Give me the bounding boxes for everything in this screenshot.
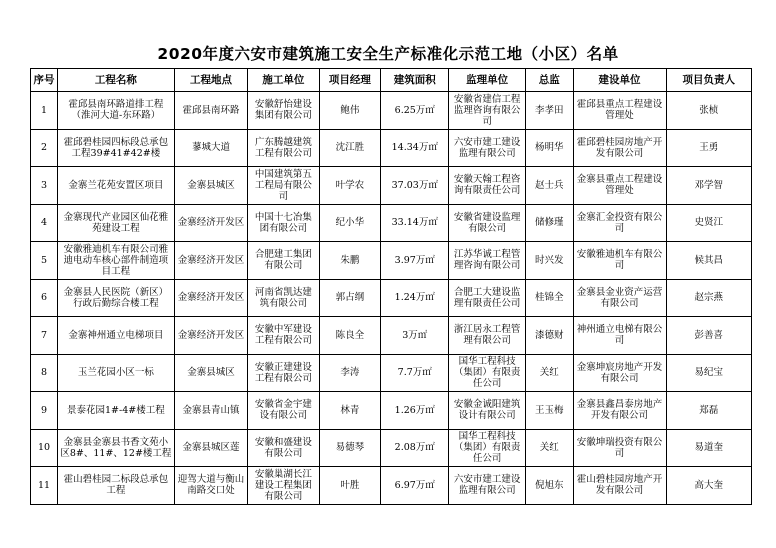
cell-index: 5: [31, 242, 58, 280]
cell-project-lead: 史贤江: [666, 204, 751, 242]
cell-project-lead: 候其昌: [666, 242, 751, 280]
cell-project-lead: 郑磊: [666, 392, 751, 430]
cell-index: 7: [31, 317, 58, 355]
cell-index: 9: [31, 392, 58, 430]
project-table: [30, 68, 752, 505]
cell-project-lead: 易纪宝: [666, 354, 751, 392]
cell-owner-unit: 安徽坤瑞投资有限公司: [573, 429, 666, 467]
cell-contractor: 安徽舒怡建设集团有限公司: [248, 92, 319, 130]
table-row: [31, 129, 752, 167]
cell-chief-supervisor: 杨明华: [526, 129, 574, 167]
cell-supervisor-unit: 六安市建工建设监理有限公司: [449, 129, 526, 167]
cell-chief-supervisor: 赵士兵: [526, 167, 574, 205]
cell-project-name: 安徽雅迪机车有限公司雅迪电动车核心部件制造项目工程: [58, 242, 175, 280]
cell-contractor: 安徽正建建设工程有限公司: [248, 354, 319, 392]
cell-area: 6.97万㎡: [381, 467, 449, 505]
cell-chief-supervisor: 桂锦全: [526, 279, 574, 317]
cell-index: 4: [31, 204, 58, 242]
cell-area: 7.7万㎡: [381, 354, 449, 392]
cell-project-name: 霍邱县南环路道排工程（淮河大道-东环路）: [58, 92, 175, 130]
cell-contractor: 中国十七冶集团有限公司: [248, 204, 319, 242]
cell-supervisor-unit: 安徽金诚阳建筑设计有限公司: [449, 392, 526, 430]
cell-supervisor-unit: 安徽天翰工程咨询有限责任公司: [449, 167, 526, 205]
header-area: 建筑面积: [381, 69, 449, 92]
header-supervisor-unit: 监理单位: [449, 69, 526, 92]
cell-project-manager: 朱鹏: [319, 242, 381, 280]
cell-index: 3: [31, 167, 58, 205]
cell-location: 金寨县城区: [174, 354, 248, 392]
cell-project-name: 金寨县人民医院（新区）行政后勤综合楼工程: [58, 279, 175, 317]
cell-supervisor-unit: 合肥工大建设监理有限责任公司: [449, 279, 526, 317]
cell-owner-unit: 金寨汇金投资有限公司: [573, 204, 666, 242]
cell-owner-unit: 金寨坤宸房地产开发有限公司: [573, 354, 666, 392]
cell-location: 蓼城大道: [174, 129, 248, 167]
header-index: 序号: [31, 69, 58, 92]
cell-project-lead: 王勇: [666, 129, 751, 167]
cell-supervisor-unit: 浙江居永工程管理有限公司: [449, 317, 526, 355]
cell-project-manager: 叶胜: [319, 467, 381, 505]
header-project-lead: 项目负责人: [666, 69, 751, 92]
cell-owner-unit: 霍山碧桂园房地产开发有限公司: [573, 467, 666, 505]
cell-contractor: 安徽省金宇建设有限公司: [248, 392, 319, 430]
cell-project-manager: 陈良全: [319, 317, 381, 355]
header-chief-supervisor: 总监: [526, 69, 574, 92]
cell-chief-supervisor: 李孝田: [526, 92, 574, 130]
cell-project-name: 霍山碧桂园二标段总承包工程: [58, 467, 175, 505]
cell-contractor: 河南省凯达建筑有限公司: [248, 279, 319, 317]
cell-supervisor-unit: 国华工程科技（集团）有限责任公司: [449, 354, 526, 392]
cell-area: 6.25万㎡: [381, 92, 449, 130]
cell-project-name: 霍邱碧桂园四标段总承包工程39#41#42#楼: [58, 129, 175, 167]
table-row: [31, 242, 752, 280]
cell-location: 霍邱县南环路: [174, 92, 248, 130]
cell-chief-supervisor: 王玉梅: [526, 392, 574, 430]
cell-area: 37.03万㎡: [381, 167, 449, 205]
cell-area: 1.26万㎡: [381, 392, 449, 430]
document-title: 2020年度六安市建筑施工安全生产标准化示范工地（小区）名单: [157, 45, 619, 63]
table-row: [31, 204, 752, 242]
cell-contractor: 安徽和盛建设有限公司: [248, 429, 319, 467]
header-owner-unit: 建设单位: [573, 69, 666, 92]
cell-area: 14.34万㎡: [381, 129, 449, 167]
table-row: [31, 392, 752, 430]
cell-project-name: 金寨县金寨县书香文苑小区8#、11#、12#楼工程: [58, 429, 175, 467]
cell-chief-supervisor: 漆德财: [526, 317, 574, 355]
cell-project-manager: 郭占纲: [319, 279, 381, 317]
table-row: [31, 317, 752, 355]
cell-owner-unit: 神州通立电梯有限公司: [573, 317, 666, 355]
header-project-manager: 项目经理: [319, 69, 381, 92]
table-row: [31, 92, 752, 130]
cell-contractor: 广东腾越建筑工程有限公司: [248, 129, 319, 167]
cell-index: 2: [31, 129, 58, 167]
cell-location: 金寨县城区莲: [174, 429, 248, 467]
cell-supervisor-unit: 六安市建工建设监理有限公司: [449, 467, 526, 505]
cell-contractor: 中国建筑第五工程局有限公司: [248, 167, 319, 205]
cell-project-lead: 邓学智: [666, 167, 751, 205]
cell-area: 3万㎡: [381, 317, 449, 355]
cell-chief-supervisor: 倪旭东: [526, 467, 574, 505]
cell-index: 6: [31, 279, 58, 317]
cell-location: 金寨县青山镇: [174, 392, 248, 430]
header-contractor: 施工单位: [248, 69, 319, 92]
cell-area: 2.08万㎡: [381, 429, 449, 467]
cell-chief-supervisor: 关红: [526, 429, 574, 467]
cell-location: 金寨经济开发区: [174, 204, 248, 242]
cell-project-manager: 纪小华: [319, 204, 381, 242]
cell-owner-unit: 霍邱碧桂园房地产开发有限公司: [573, 129, 666, 167]
cell-owner-unit: 金寨县鑫昌泰房地产开发有限公司: [573, 392, 666, 430]
table-row: [31, 467, 752, 505]
cell-project-name: 金寨神州通立电梯项目: [58, 317, 175, 355]
cell-location: 金寨县城区: [174, 167, 248, 205]
cell-chief-supervisor: 时兴发: [526, 242, 574, 280]
table-row: [31, 354, 752, 392]
header-project-name: 工程名称: [58, 69, 175, 92]
cell-chief-supervisor: 储修瑾: [526, 204, 574, 242]
cell-contractor: 安徽中军建设工程有限公司: [248, 317, 319, 355]
cell-project-name: 金寨现代产业园区仙花雅苑建设工程: [58, 204, 175, 242]
cell-project-manager: 李涛: [319, 354, 381, 392]
cell-supervisor-unit: 国华工程科技（集团）有限责任公司: [449, 429, 526, 467]
table-row: [31, 429, 752, 467]
cell-project-manager: 易德琴: [319, 429, 381, 467]
cell-location: 迎驾大道与衡山南路交口处: [174, 467, 248, 505]
cell-chief-supervisor: 关红: [526, 354, 574, 392]
cell-project-manager: 沈江胜: [319, 129, 381, 167]
cell-owner-unit: 金寨县重点工程建设管理处: [573, 167, 666, 205]
cell-project-lead: 高大奎: [666, 467, 751, 505]
cell-project-name: 玉兰花园小区一标: [58, 354, 175, 392]
cell-owner-unit: 安徽雅迪机车有限公司: [573, 242, 666, 280]
cell-location: 金寨经济开发区: [174, 279, 248, 317]
cell-area: 3.97万㎡: [381, 242, 449, 280]
table-header-row: [31, 69, 752, 92]
cell-index: 8: [31, 354, 58, 392]
cell-project-lead: 赵宗燕: [666, 279, 751, 317]
cell-project-name: 景泰花园1#-4#楼工程: [58, 392, 175, 430]
header-location: 工程地点: [174, 69, 248, 92]
table-row: [31, 167, 752, 205]
cell-index: 11: [31, 467, 58, 505]
cell-supervisor-unit: 江苏华诚工程管理咨询有限公司: [449, 242, 526, 280]
table-row: [31, 279, 752, 317]
cell-project-lead: 张桢: [666, 92, 751, 130]
cell-project-manager: 叶学农: [319, 167, 381, 205]
cell-location: 金寨经济开发区: [174, 317, 248, 355]
cell-supervisor-unit: 安徽省建设监理有限公司: [449, 204, 526, 242]
cell-supervisor-unit: 安徽省建信工程监理咨询有限公司: [449, 92, 526, 130]
cell-project-lead: 易道奎: [666, 429, 751, 467]
cell-project-name: 金寨兰花苑安置区项目: [58, 167, 175, 205]
cell-owner-unit: 霍邱县重点工程建设管理处: [573, 92, 666, 130]
cell-index: 1: [31, 92, 58, 130]
cell-index: 10: [31, 429, 58, 467]
cell-contractor: 合肥建工集团有限公司: [248, 242, 319, 280]
cell-project-manager: 鲍伟: [319, 92, 381, 130]
cell-area: 33.14万㎡: [381, 204, 449, 242]
cell-contractor: 安徽巢湖长江建设工程集团有限公司: [248, 467, 319, 505]
cell-project-manager: 林青: [319, 392, 381, 430]
cell-owner-unit: 金寨县金业资产运营有限公司: [573, 279, 666, 317]
cell-project-lead: 彭善喜: [666, 317, 751, 355]
cell-area: 1.24万㎡: [381, 279, 449, 317]
cell-location: 金寨经济开发区: [174, 242, 248, 280]
